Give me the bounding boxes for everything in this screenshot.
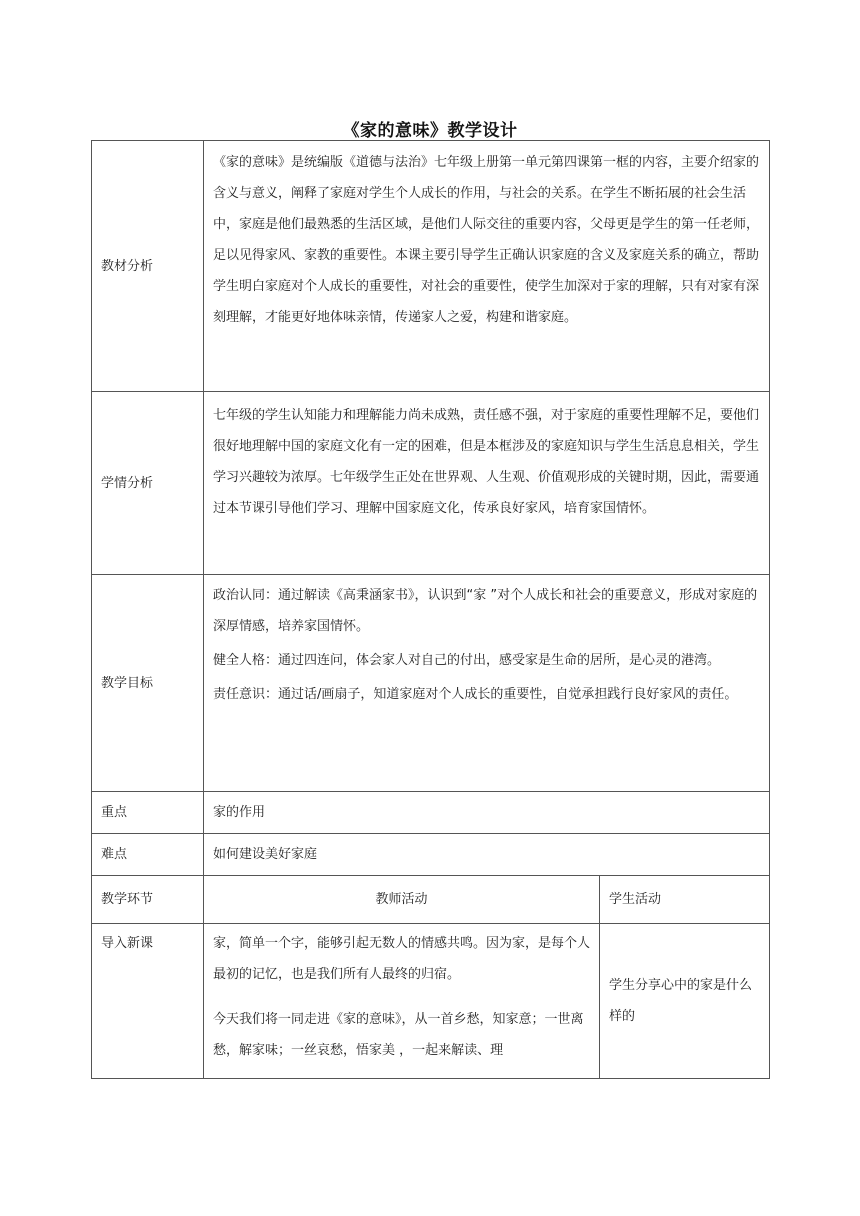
goal-personality: 健全人格：通过四连问，体会家人对自己的付出，感受家是生命的居所，是心灵的港湾。 <box>213 653 721 668</box>
goal-political: 政治认同：通过解读《高秉涵家书》，认识到“家 ”对个人成长和社会的重要意义，形成对家庭的深厚情感，培养家国情怀。 <box>213 588 758 634</box>
key-text: 家的作用 <box>204 792 770 834</box>
stage-header: 教学环节 <box>92 876 204 924</box>
goals-label: 教学目标 <box>92 575 204 792</box>
difficulty-label: 难点 <box>92 834 204 876</box>
material-text: 《家的意味》是统编版《道德与法治》七年级上册第一单元第四课第一框的内容，主要介绍家的含义与意义，阐释了家庭对学生个人成长的作用，与社会的关系。在学生不断拓展的社会生活中，家庭是他们最熟悉的生活区域，是他们人际交往的重要内容，父母更是学生的第一任老师，足以见得家风、家教的重要性。本课主要引导学生正确认识家庭的含义及家庭关系的确立，帮助学生明白家庭对个人成长的重要性，对社会的重要性，使学生加深对于家的理解，只有对家有深刻理解，才能更好地体味亲情，传递家人之爱，构建和谐家庭。 <box>204 141 770 392</box>
material-label: 教材分析 <box>92 141 204 392</box>
row-material-analysis <box>92 141 770 392</box>
document-title: 《家的意味》教学设计 <box>342 121 518 141</box>
intro-student: 学生分享心中的家是什么样的 <box>600 924 770 1079</box>
row-key-point <box>92 792 770 834</box>
goals-cell <box>204 575 770 792</box>
intro-teacher-cell <box>204 924 600 1079</box>
intro-stage: 导入新课 <box>92 924 204 1079</box>
teacher-activity-header: 教师活动 <box>204 876 600 924</box>
row-student-analysis <box>92 392 770 575</box>
key-label: 重点 <box>92 792 204 834</box>
difficulty-text: 如何建设美好家庭 <box>204 834 770 876</box>
row-difficulty <box>92 834 770 876</box>
row-process-header <box>92 876 770 924</box>
intro-teacher-paragraph-2: 今天我们将一同走进《家的意味》，从一首乡愁，知家意；一世离愁，解家味；一丝哀愁，悟家美 ，一起来解读、理 <box>213 1012 584 1058</box>
goal-responsibility: 责任意识：通过话/画扇子，知道家庭对个人成长的重要性，自觉承担践行良好家风的责任。 <box>213 687 738 702</box>
intro-teacher-paragraph-1: 家，简单一个字，能够引起无数人的情感共鸣。因为家，是每个人最初的记忆，也是我们所有人最终的归宿。 <box>213 936 591 982</box>
row-intro <box>92 924 770 1079</box>
lesson-plan-table <box>91 140 770 1079</box>
students-text: 七年级的学生认知能力和理解能力尚未成熟，责任感不强，对于家庭的重要性理解不足，要他们很好地理解中国的家庭文化有一定的困难，但是本框涉及的家庭知识与学生生活息息相关，学生学习兴趣较为浓厚。七年级学生正处在世界观、人生观、价值观形成的关键时期，因此，需要通过本节课引导他们学习、理解中国家庭文化，传承良好家风，培育家国情怀。 <box>204 392 770 575</box>
students-label: 学情分析 <box>92 392 204 575</box>
row-teaching-goals <box>92 575 770 792</box>
student-activity-header: 学生活动 <box>600 876 770 924</box>
